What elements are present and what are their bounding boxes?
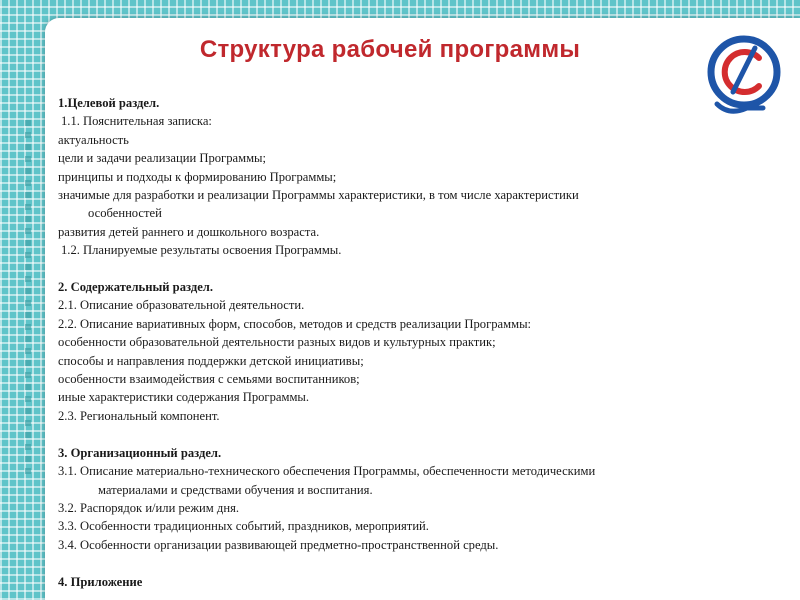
list-item: 1.2. Планируемые результаты освоения Программы. bbox=[61, 243, 342, 258]
program-structure-text bbox=[58, 94, 748, 591]
list-item: особенностей bbox=[88, 206, 162, 221]
list-item: 2.2. Описание вариативных форм, способов, методов и средств реализации Программы: bbox=[58, 316, 532, 331]
section-4-heading: 4. Приложение bbox=[58, 574, 143, 589]
list-item: 3.2. Распорядок и/или режим дня. bbox=[58, 500, 240, 515]
slide-title: Структура рабочей программы bbox=[199, 36, 581, 63]
list-item: актуальность bbox=[58, 132, 129, 147]
side-decoration bbox=[22, 120, 34, 480]
list-item: особенности взаимодействия с семьями воспитанников; bbox=[58, 372, 360, 387]
list-item: принципы и подходы к формированию Программы; bbox=[58, 169, 337, 184]
list-item: материалами и средствами обучения и воспитания. bbox=[98, 482, 373, 497]
list-item: развития детей раннего и дошкольного возраста. bbox=[58, 224, 320, 239]
list-item: 3.3. Особенности традиционных событий, праздников, мероприятий. bbox=[58, 519, 429, 534]
list-item: цели и задачи реализации Программы; bbox=[58, 151, 267, 166]
list-item: значимые для разработки и реализации Программы характеристики, в том числе характеристики bbox=[58, 188, 579, 203]
list-item: 3.1. Описание материально-технического обеспечения Программы, обеспеченности методическими bbox=[58, 464, 596, 479]
section-1-heading: 1.Целевой раздел. bbox=[58, 96, 160, 110]
list-item: 1.1. Пояснительная записка: bbox=[61, 114, 212, 129]
list-item: 2.3. Региональный компонент. bbox=[58, 408, 220, 423]
list-item: особенности образовательной деятельности разных видов и культурных практик; bbox=[58, 335, 496, 350]
section-3-heading: 3. Организационный раздел. bbox=[58, 445, 222, 460]
section-2-heading: 2. Содержательный раздел. bbox=[58, 280, 213, 295]
list-item: способы и направления поддержки детской инициативы; bbox=[58, 353, 364, 368]
list-item: иные характеристики содержания Программы. bbox=[58, 390, 310, 405]
list-item: 3.4. Особенности организации развивающей предметно-пространственной среды. bbox=[58, 537, 499, 552]
list-item: 2.1. Описание образовательной деятельности. bbox=[58, 298, 305, 313]
